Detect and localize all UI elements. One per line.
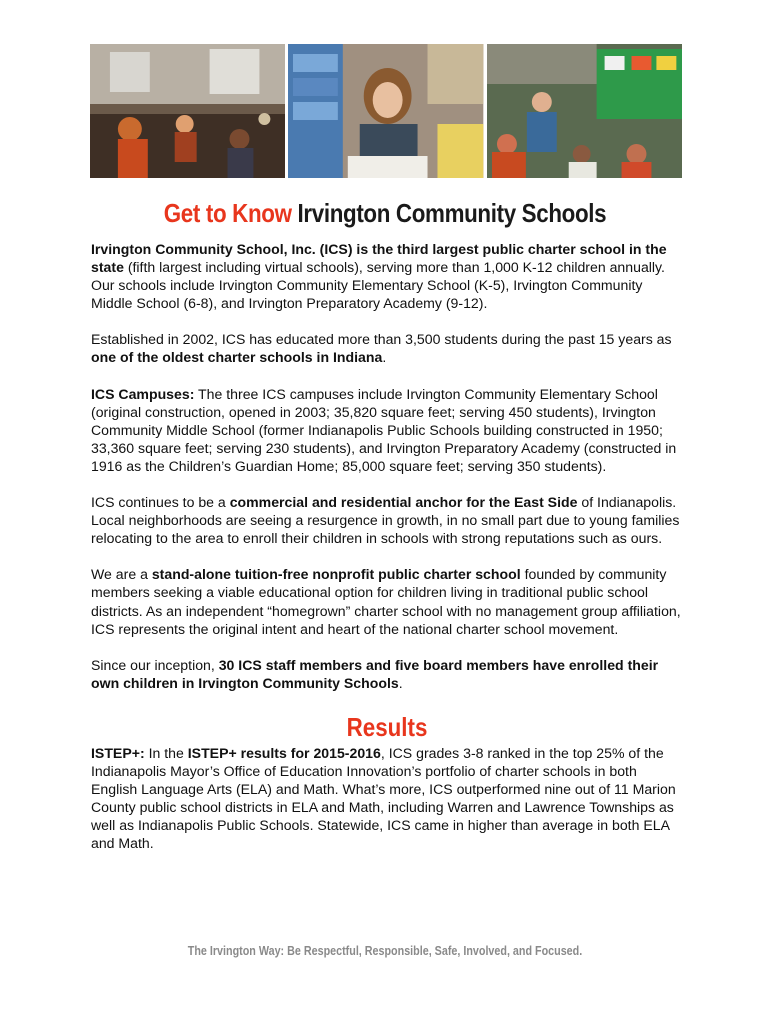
staff-paragraph (91, 656, 683, 692)
results-text1: In the (144, 744, 188, 761)
classroom-photo-center (288, 44, 483, 178)
anchor-text: ICS continues to be a (91, 494, 230, 511)
photo-strip (90, 44, 682, 178)
footer-motto: The Irvington Way: Be Respectful, Responsible, Safe, Involved, and Focused. (187, 944, 583, 958)
staff-end: . (398, 674, 403, 691)
standalone-text: We are a (91, 566, 152, 583)
established-end: . (382, 349, 387, 366)
campuses-text: The three ICS campuses include Irvington Community Elementary School (original construction, opened in 2003; 35,820 square feet; serving 450 students), Irvington Community Middle School (former Indianapolis Public Schools building constructed in 1950; 33,360 square feet; serving 230 students), and Irvington Preparatory Academy (constructed in 1916 as the Children’s Guardian Home; 85,000 square feet; serving 350 students). (91, 385, 677, 474)
anchor-paragraph (91, 493, 683, 547)
established-text: Established in 2002, ICS has educated more than 3,500 students during the past 15 years as (91, 331, 672, 348)
staff-bold: 30 ICS staff members and five board members have enrolled their own children in Irvington Community Schools (91, 656, 659, 691)
established-bold: one of the oldest charter schools in Indiana (91, 349, 383, 366)
established-paragraph (91, 330, 683, 366)
intro-paragraph (91, 240, 683, 312)
page-title (54, 198, 716, 229)
intro-text: (fifth largest including virtual schools), serving more than 1,000 K-12 children annually. Our schools include Irvington Community Elementary School (K-5), Irvington Community Middle School (6-8), and Irvington Preparatory Academy (9-12). (91, 259, 665, 312)
classroom-photo-left (90, 44, 285, 178)
results-label: ISTEP+: (91, 744, 145, 761)
standalone-paragraph (91, 565, 683, 637)
classroom-photo-right (487, 44, 682, 178)
results-paragraph (91, 744, 683, 853)
results-heading: Results (346, 711, 428, 742)
results-bold: ISTEP+ results for 2015-2016 (187, 744, 381, 761)
title-accent: Get to Know (163, 198, 292, 228)
campuses-paragraph (91, 385, 683, 475)
anchor-bold: commercial and residential anchor for the East Side (229, 494, 578, 511)
anchor-end: of Indianapolis. Local neighborhoods are seeing a resurgence in growth, in no small part due to young families relocating to the area to enroll their children in schools with strong reputations such as ours. (91, 494, 680, 547)
campuses-label: ICS Campuses: (91, 385, 195, 402)
title-rest: Irvington Community Schools (297, 198, 607, 228)
results-text2: , ICS grades 3-8 ranked in the top 25% of the Indianapolis Mayor’s Office of Education Innovation’s portfolio of charter schools in both English Language Arts (ELA) and Math. What’s more, ICS outperformed nine out of 11 Marion County public school districts in ELA and Math, including Warren and Lawrence Townships as well as Indianapolis Public Schools. Statewide, ICS came in higher than average in both ELA and Math. (91, 744, 676, 852)
intro-bold: Irvington Community School, Inc. (ICS) is the third largest public charter school in the state (91, 241, 667, 276)
standalone-end: founded by community members seeking a viable educational option for children living in traditional public school districts. As an independent “homegrown” charter school with no management group affiliation, ICS represents the original intent and heart of the national charter school movement. (91, 566, 681, 637)
body-content (91, 240, 683, 871)
staff-text: Since our inception, (91, 656, 219, 673)
standalone-bold: stand-alone tuition-free nonprofit public charter school (151, 566, 521, 583)
